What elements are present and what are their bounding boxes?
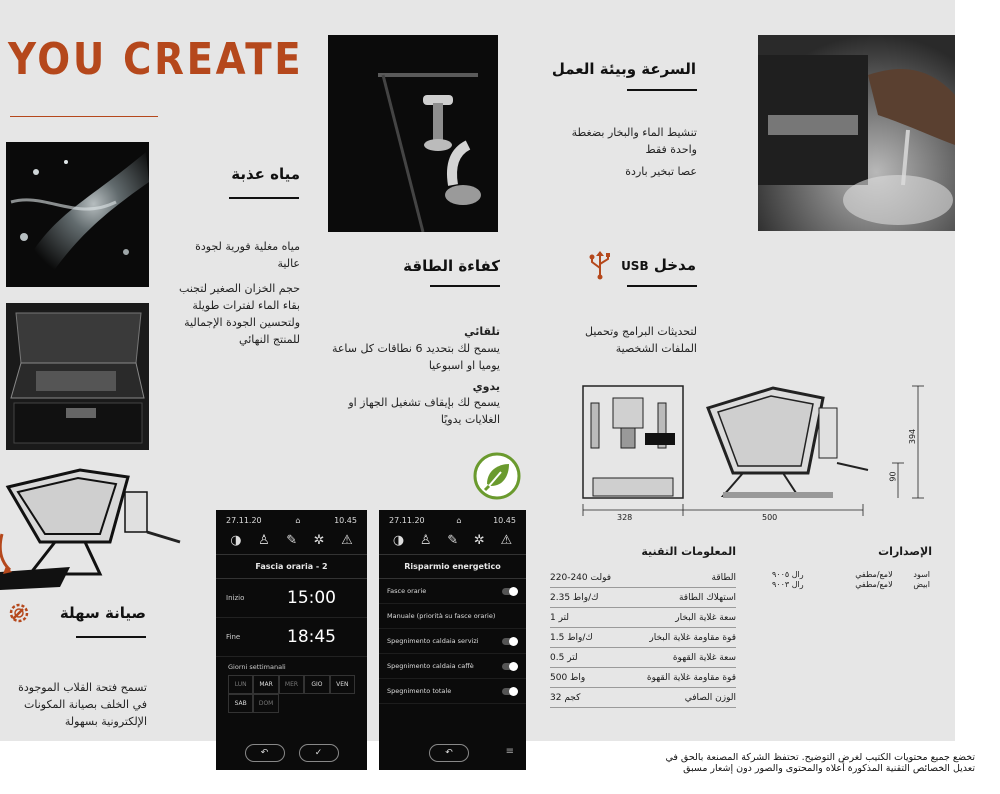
spec-value: واط 500	[550, 668, 626, 688]
spec-label: قوة مقاومة غلاية القهوة	[626, 668, 736, 688]
spec-row	[550, 588, 736, 608]
energy-screen	[379, 510, 526, 770]
start-label: Inizio	[226, 594, 245, 602]
menu-icon[interactable]: ≡	[505, 746, 514, 757]
water-text-2: حجم الخزان الصغير لتجنب بقاء الماء لفترات طويلة ولتحسين الجودة الإجمالية للمنتج النهائي	[179, 282, 300, 346]
eco-mode-icon[interactable]: ◑	[230, 533, 242, 548]
version-row	[768, 570, 934, 580]
energy-manual-title: يدوي	[472, 380, 500, 393]
day-sun[interactable]: DOM	[253, 694, 278, 713]
usb-heading-text: مدخل	[653, 256, 696, 274]
end-value[interactable]: 18:45	[287, 627, 336, 647]
back-button[interactable]: ↶	[429, 744, 469, 762]
day-thu[interactable]: GIO	[304, 675, 329, 694]
settings-icon[interactable]: ✲	[473, 533, 485, 548]
recipe-icon[interactable]: ✎	[286, 533, 298, 548]
day-fri[interactable]: VEN	[330, 675, 355, 694]
schedule-toggle[interactable]	[502, 588, 518, 595]
energy-heading-rule	[430, 285, 500, 287]
machine-open-illustration	[0, 462, 190, 594]
usb-heading-label: USB	[621, 259, 649, 273]
user-icon[interactable]: ♙	[258, 533, 270, 548]
specs-title: المعلومات التقنية	[641, 545, 736, 558]
back-button[interactable]: ↶	[245, 744, 285, 762]
energy-row-coffee-boiler[interactable]	[379, 654, 526, 679]
warning-icon[interactable]: ⚠	[341, 533, 353, 548]
recipe-icon[interactable]: ✎	[447, 533, 459, 548]
barista-steam-photo	[758, 35, 955, 231]
maintenance-heading-rule	[76, 636, 146, 638]
title-underline	[10, 116, 158, 117]
spec-value: ك/واط 2.35	[550, 588, 626, 608]
spec-label: استهلاك الطاقة	[626, 588, 736, 608]
dim-height: 394	[908, 428, 918, 445]
usb-text: لتحديثات البرامج وتحميل الملفات الشخصية	[585, 325, 697, 355]
speed-heading-rule	[627, 89, 697, 91]
dim-front-width: 328	[617, 513, 633, 522]
version-row	[768, 580, 934, 590]
specs-table	[550, 568, 736, 708]
energy-row-service-boiler[interactable]	[379, 629, 526, 654]
total-toggle[interactable]	[502, 688, 518, 695]
version-color: اسود	[913, 570, 930, 579]
schedule-date: 27.11.20	[226, 516, 262, 525]
energy-date: 27.11.20	[389, 516, 425, 525]
versions-table	[768, 570, 934, 590]
spec-value: لتر 1	[550, 608, 626, 628]
home-icon[interactable]: ⌂	[295, 516, 301, 525]
user-icon[interactable]: ♙	[419, 533, 432, 548]
front-view-drawing	[583, 386, 683, 516]
energy-row-label: Fasce orarie	[387, 587, 427, 595]
spec-value: كجم 32	[550, 688, 626, 708]
maintenance-heading: صيانة سهلة	[59, 604, 146, 622]
dim-lower: 90	[888, 471, 898, 482]
home-icon[interactable]: ⌂	[456, 516, 462, 525]
energy-header: Risparmio energetico	[379, 555, 526, 579]
page-title: YOU CREATE	[8, 34, 304, 85]
settings-icon[interactable]: ✲	[313, 533, 325, 548]
spec-row	[550, 668, 736, 688]
schedule-screen	[216, 510, 367, 770]
day-mon[interactable]: LUN	[228, 675, 253, 694]
energy-row-schedule[interactable]	[379, 579, 526, 604]
usb-heading-rule	[627, 285, 697, 287]
start-time-row[interactable]	[216, 579, 367, 618]
steam-knob-photo	[328, 35, 498, 232]
spec-label: قوة مقاومة غلاية البخار	[626, 628, 736, 648]
end-time-row[interactable]	[216, 618, 367, 657]
spec-label: سعة غلاية القهوة	[626, 648, 736, 668]
day-sat[interactable]: SAB	[228, 694, 253, 713]
version-price: رال ٩٠٠٣	[772, 580, 804, 589]
energy-row-label: Spegnimento totale	[387, 687, 452, 695]
eco-leaf-icon	[473, 452, 521, 500]
speed-text-1: تنشيط الماء والبخار بضغطة واحدة فقط	[571, 126, 697, 156]
energy-row-total[interactable]	[379, 679, 526, 704]
spec-row	[550, 568, 736, 588]
spec-label: الوزن الصافي	[626, 688, 736, 708]
days-label: Giorni settimanali	[228, 663, 286, 671]
schedule-header: Fascia oraria - 2	[216, 555, 367, 579]
energy-auto-title: تلقائي	[464, 325, 500, 338]
energy-auto-text: يسمح لك بتحديد 6 نطاقات كل ساعة يوميا او اسبوعيا	[331, 342, 500, 372]
disclaimer-line-2: تعديل الخصائص التقنية المذكورة أعلاه والمحتوى والصور دون إشعار مسبق	[683, 763, 975, 774]
water-heading: مياه عذبة	[231, 165, 300, 183]
energy-row-label: Spegnimento caldaia caffè	[387, 662, 474, 670]
usb-icon	[588, 250, 612, 280]
screen-icon-bar	[216, 525, 367, 555]
disclaimer-line-1: تخضع جميع محتويات الكتيب لغرض التوضيح. تحتفظ الشركة المصنعة بالحق في	[665, 752, 975, 763]
version-price: رال ٩٠٠٥	[772, 570, 804, 579]
boiler-photo	[6, 303, 149, 450]
energy-manual-text: يسمح لك بإيقاف تشغيل الجهاز او الغلايات يدويًا	[348, 396, 500, 426]
spec-label: سعة غلاية البخار	[626, 608, 736, 628]
spec-value: فولت 240-220	[550, 568, 626, 588]
version-finish: لامع/مطفي	[855, 570, 893, 579]
day-grid	[228, 675, 355, 713]
side-view-drawing	[683, 386, 924, 516]
spec-value: لتر 0.5	[550, 648, 626, 668]
eco-mode-icon[interactable]: ◑	[392, 533, 405, 548]
warning-icon[interactable]: ⚠	[500, 533, 513, 548]
screen-icon-bar	[379, 525, 526, 555]
speed-heading: السرعة وبيئة العمل	[551, 60, 696, 78]
wrench-gear-icon	[8, 602, 30, 624]
water-splash-photo	[6, 142, 149, 287]
version-color: ابيض	[913, 580, 930, 589]
energy-row-label: Spegnimento caldaia servizi	[387, 637, 479, 645]
service-boiler-toggle[interactable]	[502, 638, 518, 645]
energy-time: 10.45	[493, 516, 516, 525]
disclaimer	[545, 752, 975, 774]
energy-row-manual[interactable]	[379, 604, 526, 629]
spec-row	[550, 688, 736, 708]
spec-value: ك/واط 1.5	[550, 628, 626, 648]
dim-side-depth: 500	[762, 513, 778, 522]
versions-title: الإصدارات	[878, 545, 932, 558]
energy-row-label: Manuale (priorità su fasce orarie)	[387, 612, 496, 620]
energy-heading: كفاءة الطاقة	[403, 257, 500, 275]
spec-row	[550, 608, 736, 628]
schedule-time: 10.45	[334, 516, 357, 525]
version-finish: لامع/مطفي	[855, 580, 893, 589]
technical-drawing	[573, 378, 933, 523]
confirm-button[interactable]: ✓	[299, 744, 339, 762]
end-label: Fine	[226, 633, 241, 641]
spec-label: الطاقة	[626, 568, 736, 588]
day-tue[interactable]: MAR	[253, 675, 278, 694]
usb-heading	[620, 256, 696, 274]
maintenance-text: تسمح فتحة القلاب الموجودة في الخلف بصيانة المكونات الإلكترونية بسهولة	[18, 681, 147, 728]
water-text-1: مياه مغلية فورية لجودة عالية	[195, 240, 300, 270]
coffee-boiler-toggle[interactable]	[502, 663, 518, 670]
spec-row	[550, 648, 736, 668]
water-heading-rule	[229, 197, 299, 199]
spec-row	[550, 628, 736, 648]
start-value[interactable]: 15:00	[287, 588, 336, 608]
day-wed[interactable]: MER	[279, 675, 304, 694]
speed-text-2: عصا تبخير باردة	[625, 165, 697, 178]
